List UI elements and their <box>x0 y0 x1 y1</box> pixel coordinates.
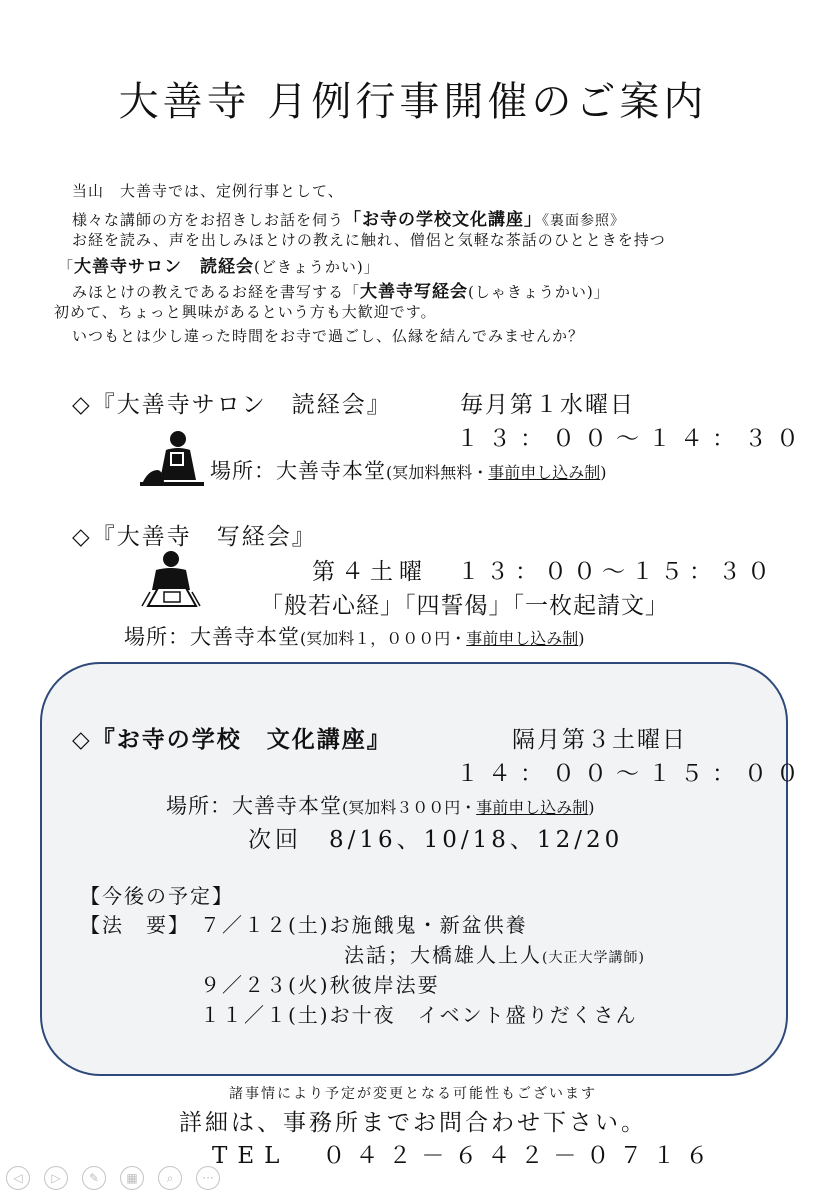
school-heading <box>72 721 392 754</box>
shakyo-fee <box>300 629 585 648</box>
intro-line-4 <box>58 252 380 277</box>
reading-monk-icon <box>138 428 206 488</box>
shakyo-fee-close: ) <box>578 629 585 648</box>
salon-heading: ◇『大善寺サロン 読経会』 <box>72 392 392 418</box>
salon-fee-open: (冥加料無料・ <box>386 463 489 482</box>
salon-fee-close: ) <box>600 463 607 482</box>
plan-item-2: ９／２３(火)秋彼岸法要 <box>200 973 440 997</box>
intro-shakyo-name: 大善寺写経会 <box>360 282 469 302</box>
school-heading-text: ◇『お寺の学校 文化講座』 <box>72 726 392 753</box>
salon-time: １３：００～１４：３０ <box>456 426 808 452</box>
school-fee-open: (冥加料３００円・ <box>342 798 477 817</box>
salon-schedule: 毎月第１水曜日 <box>460 392 635 418</box>
salon-place <box>210 455 607 485</box>
intro-line-3: お経を読み、声を出しみほとけの教えに触れ、僧侶と気軽な茶話のひとときを持つ <box>72 231 666 249</box>
next-slide-icon[interactable]: ▷ <box>44 1166 68 1190</box>
intro-line-2-text: 様々な講師の方をお招きしお話を伺う <box>72 211 345 229</box>
intro-line-5-text: みほとけの教えであるお経を書写する「 <box>72 283 361 301</box>
intro-shakyo-reading: (しゃきょうかい)」 <box>468 283 610 301</box>
page-title: 大善寺 月例行事開催のご案内 <box>118 79 708 125</box>
change-notice: 諸事情により予定が変更となる可能性もございます <box>229 1086 597 1102</box>
contact-notice: 詳細は、事務所までお問合わせ下さい。 <box>179 1110 647 1136</box>
intro-salon-reading: (どきょうかい)」 <box>254 258 380 276</box>
shakyo-schedule-time: 第４土曜 １３：００～１５：３０ <box>312 559 776 585</box>
school-fee-close: ) <box>588 798 595 817</box>
pen-icon[interactable]: ✎ <box>82 1166 106 1190</box>
shakyo-sutras: 「般若心経」「四誓偈」「一枚起請文」 <box>260 593 669 619</box>
school-place-text: 場所：大善寺本堂 <box>166 794 342 818</box>
intro-line-6: 初めて、ちょっと興味があるという方も大歓迎です。 <box>54 303 437 321</box>
writing-monk-icon <box>138 548 204 610</box>
shakyo-place <box>124 621 585 651</box>
shakyo-heading: ◇『大善寺 写経会』 <box>72 524 317 550</box>
plan-item-1: ７／１２(土)お施餓鬼・新盆供養 <box>200 913 528 937</box>
salon-reservation-note: 事前申し込み制 <box>488 463 601 482</box>
intro-salon-name: 大善寺サロン 読経会 <box>74 257 255 277</box>
school-place <box>166 790 595 820</box>
intro-school-name: 「お寺の学校文化講座」 <box>344 210 543 230</box>
shakyo-place-text: 場所：大善寺本堂 <box>124 625 300 649</box>
intro-bracket: 「 <box>58 258 75 276</box>
plan-item-1-sub <box>344 939 645 968</box>
more-icon[interactable]: ··· <box>196 1166 220 1190</box>
telephone-number: TEL ０４２－６４２－０７１６ <box>212 1143 719 1169</box>
intro-line-7: いつもとは少し違った時間をお寺で過ごし、仏縁を結んでみませんか？ <box>72 327 585 345</box>
shakyo-fee-open: (冥加料１，０００円・ <box>300 629 467 648</box>
prev-slide-icon[interactable]: ◁ <box>6 1166 30 1190</box>
school-next-dates: 次回 8/16、10/18、12/20 <box>248 827 624 853</box>
school-reservation-note: 事前申し込み制 <box>476 798 589 817</box>
salon-place-text: 場所：大善寺本堂 <box>210 459 386 483</box>
plan-item-1-affiliation: (大正大学講師) <box>542 950 645 966</box>
intro-line-5 <box>72 277 610 302</box>
school-schedule: 隔月第３土曜日 <box>512 727 687 753</box>
plan-item-1-speaker: 法話；大橋雄人上人 <box>344 943 542 967</box>
plans-header: 【今後の予定】 <box>80 884 234 908</box>
intro-line-1: 当山 大善寺では、定例行事として、 <box>72 182 344 200</box>
intro-reverse-note: 《裏面参照》 <box>542 213 626 229</box>
intro-line-2 <box>72 205 625 230</box>
school-fee <box>342 798 595 817</box>
hoyo-label: 【法 要】 <box>80 913 190 937</box>
salon-fee <box>386 463 607 482</box>
slides-icon[interactable]: ▦ <box>120 1166 144 1190</box>
school-time: １４：００～１５：００ <box>456 761 808 787</box>
shakyo-reservation-note: 事前申し込み制 <box>466 629 579 648</box>
zoom-icon[interactable]: ⌕ <box>158 1166 182 1190</box>
plan-item-3: １１／１(土)お十夜 イベント盛りだくさん <box>200 1003 638 1027</box>
